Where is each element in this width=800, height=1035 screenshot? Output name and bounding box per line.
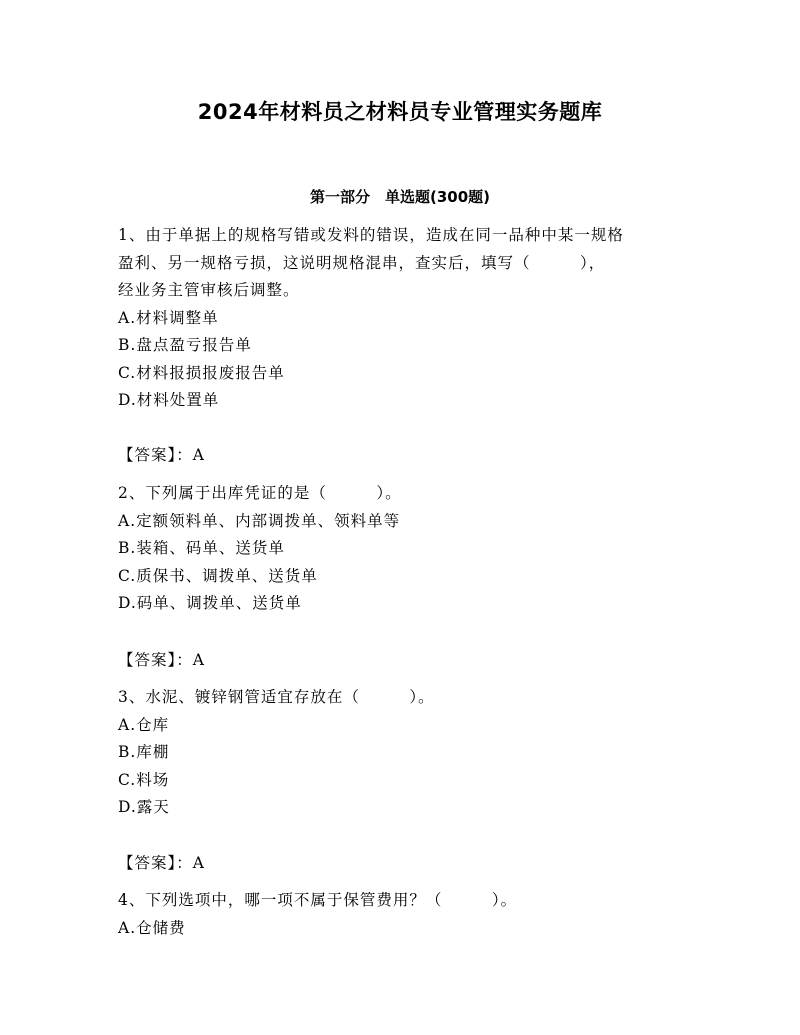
answer-2: 【答案】：A bbox=[118, 651, 205, 669]
answer-3: 【答案】：A bbox=[118, 854, 205, 872]
question-2 bbox=[118, 480, 693, 618]
question-4 bbox=[118, 887, 693, 942]
question-1 bbox=[118, 222, 693, 415]
question-stem-line: 1、由于单据上的规格写错或发料的错误，造成在同一品种中某一规格 bbox=[118, 226, 624, 244]
option-d: D.露天 bbox=[118, 798, 170, 816]
option-a: A.材料调整单 bbox=[118, 308, 219, 327]
question-3 bbox=[118, 684, 693, 822]
option-d: D.码单、调拨单、送货单 bbox=[118, 594, 302, 612]
section-heading: 第一部分 单选题(300题) bbox=[309, 188, 491, 206]
option-c: C.料场 bbox=[118, 770, 170, 789]
question-stem-line: 盈利、另一规格亏损，这说明规格混串，查实后，填写（ ）， bbox=[118, 253, 606, 272]
question-stem-line: 经业务主管审核后调整。 bbox=[118, 281, 300, 299]
option-d: D.材料处置单 bbox=[118, 391, 220, 409]
option-b: B.库棚 bbox=[118, 743, 170, 761]
option-a: A.仓库 bbox=[118, 715, 170, 734]
option-a: A.仓储费 bbox=[118, 918, 186, 937]
answer-1: 【答案】：A bbox=[118, 446, 205, 464]
question-stem-line: 2、下列属于出库凭证的是（ ）。 bbox=[118, 484, 402, 502]
question-stem-line: 4、下列选项中，哪一项不属于保管费用？（ ）。 bbox=[118, 891, 518, 909]
document-title: 2024年材料员之材料员专业管理实务题库 bbox=[197, 100, 603, 124]
option-b: B.盘点盈亏报告单 bbox=[118, 336, 252, 354]
question-stem-line: 3、水泥、镀锌钢管适宜存放在（ ）。 bbox=[118, 688, 435, 706]
option-c: C.质保书、调拨单、送货单 bbox=[118, 566, 318, 585]
option-a: A.定额领料单、内部调拨单、领料单等 bbox=[118, 511, 401, 530]
option-c: C.材料报损报废报告单 bbox=[118, 363, 285, 382]
option-b: B.装箱、码单、送货单 bbox=[118, 539, 285, 557]
